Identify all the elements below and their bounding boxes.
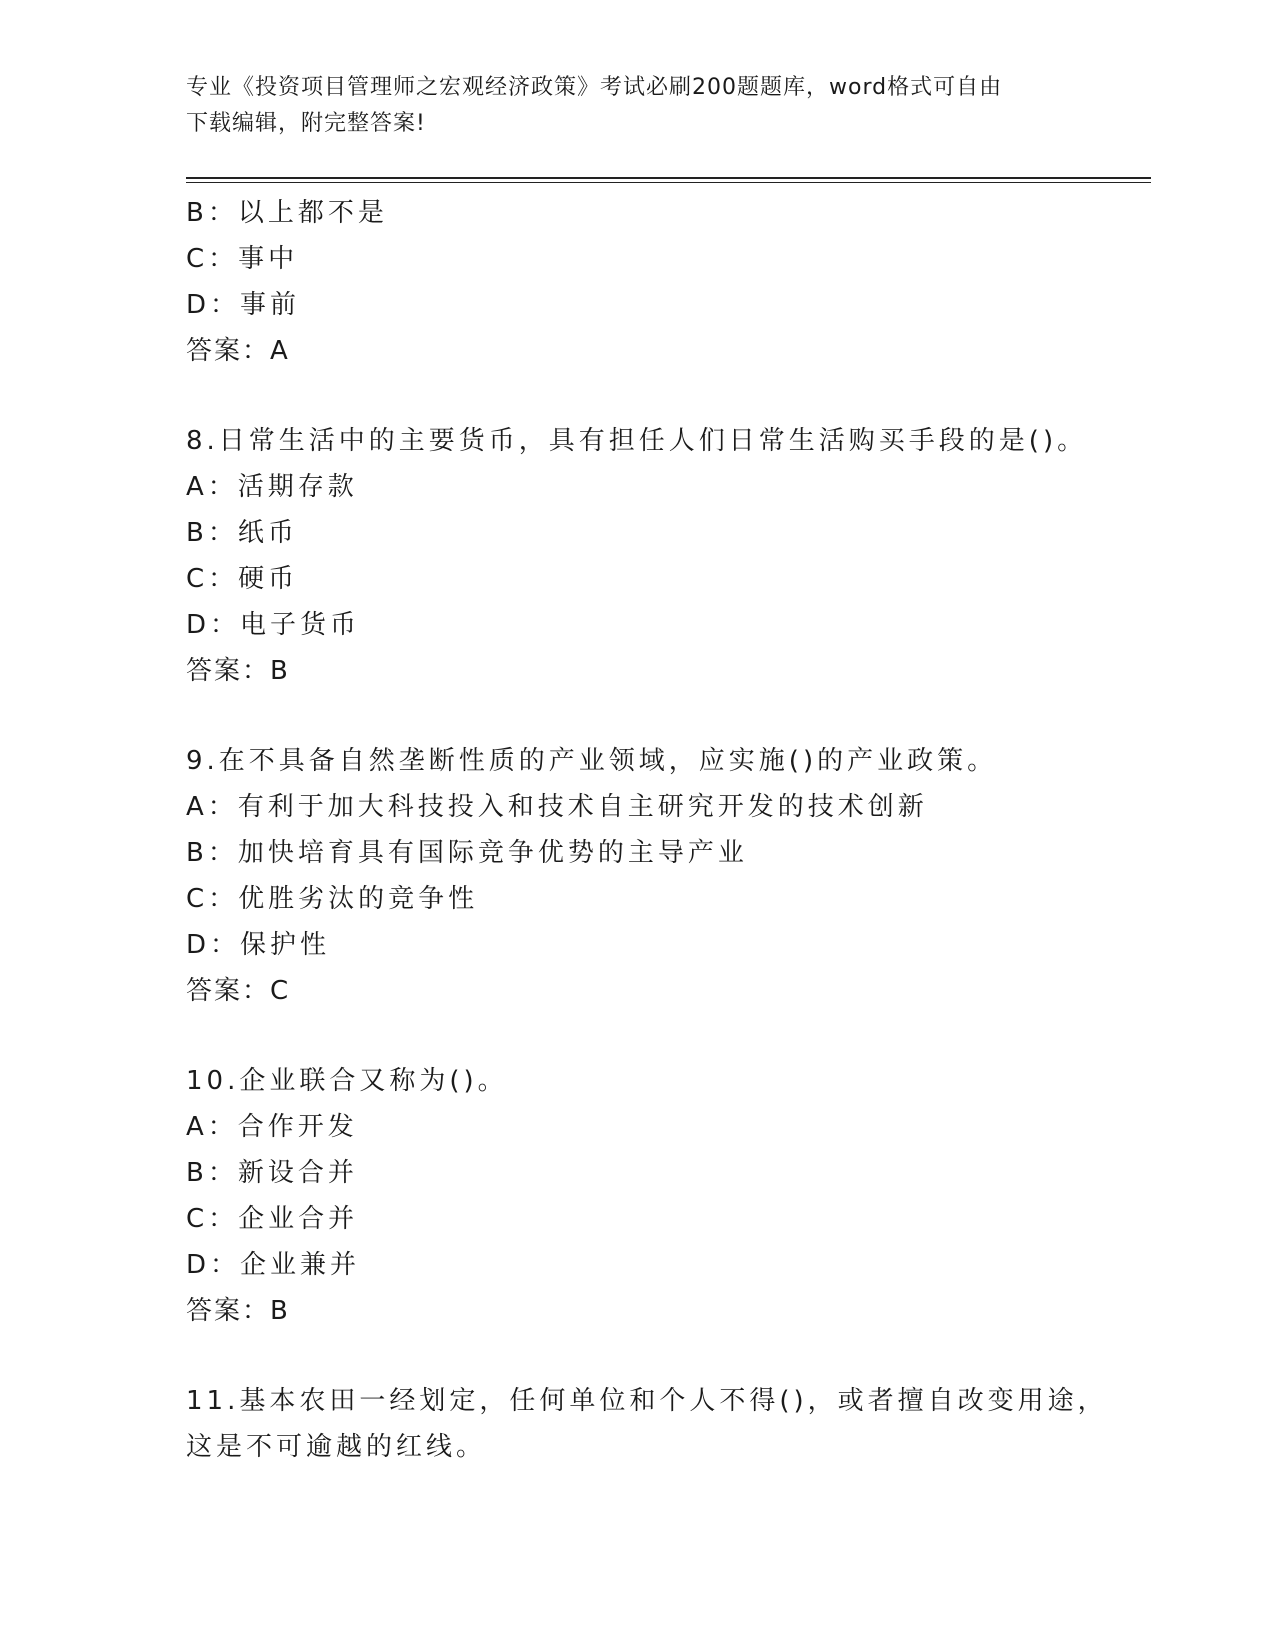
option-b: B：以上都不是: [186, 198, 388, 228]
option-b: B：加快培育具有国际竞争优势的主导产业: [186, 838, 748, 868]
question-text-line-2: 这是不可逾越的红线。: [186, 1432, 487, 1462]
option-a: A：合作开发: [186, 1112, 358, 1142]
option-d: D：电子货币: [186, 610, 361, 640]
answer: 答案：A: [186, 336, 290, 366]
document-header: [186, 70, 1066, 142]
header-line-2: 下载编辑，附完整答案!: [186, 111, 426, 136]
option-a: A：活期存款: [186, 472, 358, 502]
question-text: 8.日常生活中的主要货币，具有担任人们日常生活购买手段的是()。: [186, 426, 1088, 456]
option-d: D：事前: [186, 290, 301, 320]
option-c: C：优胜劣汰的竞争性: [186, 884, 479, 914]
option-d: D：企业兼并: [186, 1250, 361, 1280]
answer: 答案：B: [186, 656, 290, 686]
question-list: [186, 190, 1146, 1470]
option-a: A：有利于加大科技投入和技术自主研究开发的技术创新: [186, 792, 928, 822]
question-text: 10.企业联合又称为()。: [186, 1066, 508, 1096]
option-c: C：事中: [186, 244, 299, 274]
header-line-1: 专业《投资项目管理师之宏观经济政策》考试必刷200题题库，word格式可自由: [186, 75, 1003, 100]
question-text-line-1: 11.基本农田一经划定，任何单位和个人不得()，或者擅自改变用途，: [186, 1386, 1108, 1416]
option-c: C：企业合并: [186, 1204, 359, 1234]
question-7-tail: [186, 190, 1146, 374]
answer: 答案：C: [186, 976, 291, 1006]
option-d: D：保护性: [186, 930, 331, 960]
question-9: [186, 738, 1146, 1014]
answer: 答案：B: [186, 1296, 290, 1326]
question-text: 9.在不具备自然垄断性质的产业领域，应实施()的产业政策。: [186, 746, 998, 776]
question-11: [186, 1378, 1146, 1470]
option-b: B：纸币: [186, 518, 298, 548]
header-divider-thick: [186, 177, 1151, 179]
header-divider-thin: [186, 182, 1151, 183]
option-c: C：硬币: [186, 564, 299, 594]
question-8: [186, 418, 1146, 694]
question-10: [186, 1058, 1146, 1334]
option-b: B：新设合并: [186, 1158, 358, 1188]
